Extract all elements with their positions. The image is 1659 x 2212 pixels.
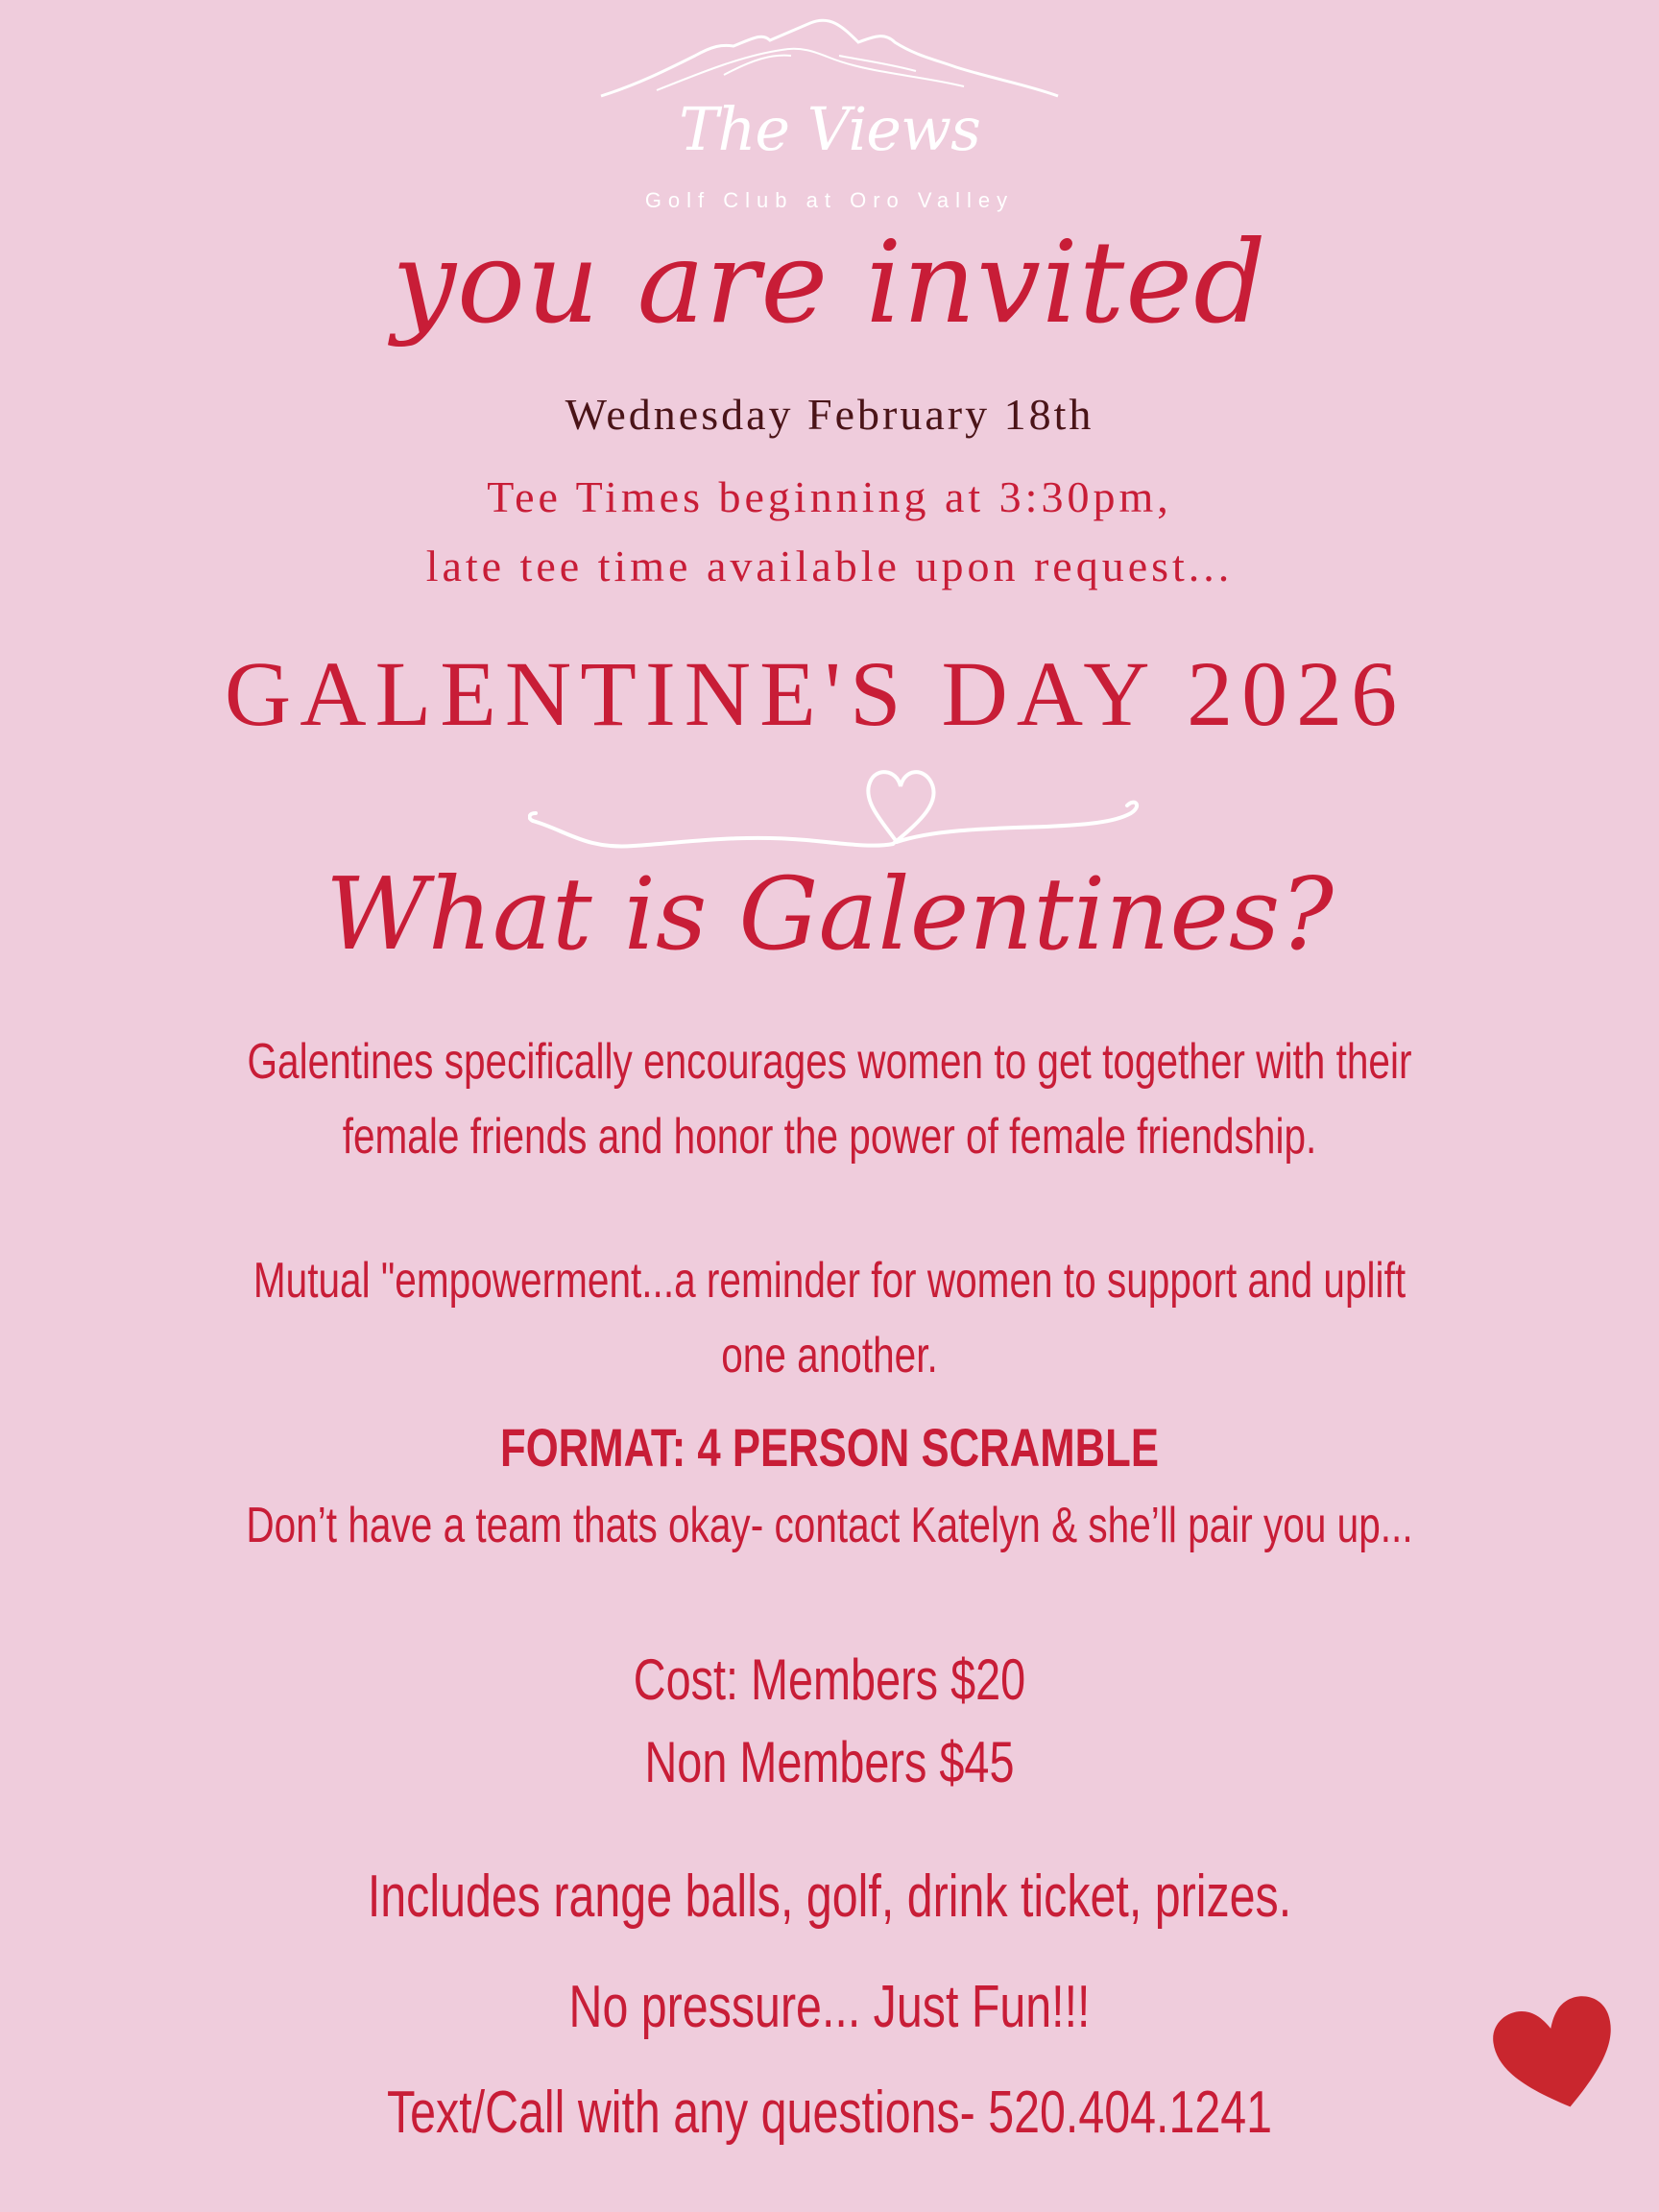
team-note: Don’t have a team thats okay- contact Katelyn & she’ll pair you up... xyxy=(246,1498,1413,1553)
event-title: GALENTINE'S DAY 2026 xyxy=(224,642,1407,745)
includes-text: Includes range balls, golf, drink ticket, prizes. xyxy=(367,1863,1292,1930)
cost-members: Cost: Members $20 xyxy=(633,1647,1026,1712)
tee-time-line-2: late tee time available upon request... xyxy=(425,541,1234,590)
invited-heading: you are invited xyxy=(392,216,1267,349)
contact-text: Text/Call with any questions- 520.404.1241 xyxy=(386,2080,1273,2146)
logo-wordmark: The Views xyxy=(679,94,980,164)
logo-tagline: Golf Club at Oro Valley xyxy=(644,188,1015,212)
tee-time-line-1: Tee Times beginning at 3:30pm, xyxy=(487,472,1172,521)
fun-tagline: No pressure... Just Fun!!! xyxy=(568,1974,1091,2040)
event-date: Wednesday February 18th xyxy=(565,390,1094,439)
about-paragraph-2-line-2: one another. xyxy=(721,1328,938,1383)
format-text: FORMAT: 4 PERSON SCRAMBLE xyxy=(500,1417,1159,1478)
heart-icon xyxy=(1476,1973,1639,2136)
about-paragraph-1-line-1: Galentines specifically encourages women to get together with their xyxy=(247,1034,1412,1090)
about-paragraph-2-line-1: Mutual "empowerment...a reminder for women to support and uplift xyxy=(252,1253,1407,1309)
club-logo xyxy=(599,17,1060,212)
about-heading: What is Galentines? xyxy=(325,855,1334,973)
cost-non-members: Non Members $45 xyxy=(644,1730,1015,1794)
about-paragraph-1-line-2: female friends and honor the power of female friendship. xyxy=(342,1109,1317,1165)
